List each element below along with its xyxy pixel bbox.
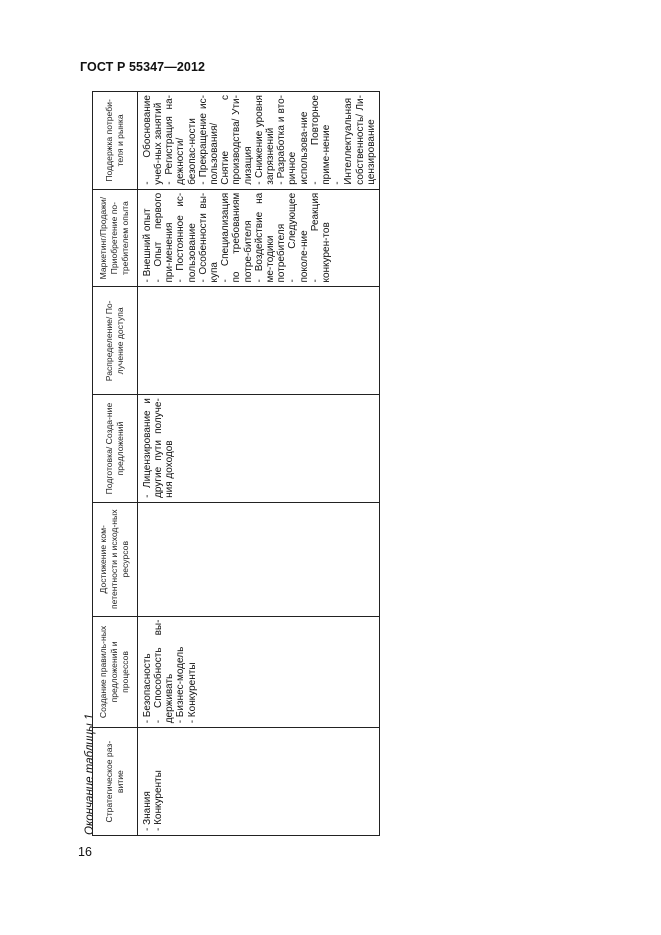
list-item: - Конкуренты — [152, 770, 164, 831]
list-item: - Способность вы-держивать — [152, 619, 176, 724]
list-item: - Снижение уровня загрязнений — [253, 95, 276, 185]
table-cell-preparation — [138, 394, 379, 502]
column-header-correct-offers: Создание правиль-ных предложений и процессов — [93, 616, 137, 728]
list-item: - Знания — [141, 791, 153, 831]
list-item: - Безопасность — [141, 653, 153, 724]
table-cell-marketing — [138, 189, 379, 287]
column-header-competence: Достижение ком-петентности и исход-ных ресурсов — [93, 502, 137, 616]
list-item: - Лицензирование и другие пути получе-ния доходов — [141, 398, 176, 498]
column-header-strategic-development: Стратегическое раз-витие — [93, 727, 137, 835]
list-item: - Интеллектуальная собственность/ Ли-цензирование — [332, 95, 377, 185]
list-item: - Повторное приме-нение — [309, 95, 332, 185]
page-number: 16 — [78, 845, 92, 859]
list-item: - Следующее поколе-ние — [287, 192, 310, 283]
table-cell-distribution — [138, 287, 379, 395]
list-item: - Разработка и вто-ричное использова-ние — [276, 95, 310, 185]
table-cell-competence — [138, 502, 379, 616]
table-caption: Окончание таблицы 1 — [84, 713, 96, 835]
list-item: - Воздействие на ме-тодики потребителя — [253, 192, 288, 283]
table-header-row — [93, 92, 138, 835]
list-item: - Регистрация на-дежности/ безопас-ности — [164, 95, 198, 185]
list-item: - Конкуренты — [186, 662, 198, 724]
table-cell-support — [138, 92, 379, 189]
rotated-table — [92, 91, 380, 836]
list-item: - Особенности вы-купа — [197, 192, 220, 283]
column-header-preparation: Подготовка/ Созда-ние предложений — [93, 394, 137, 502]
list-item: - Постоянное ис-пользование — [175, 192, 198, 283]
table-cell-correct-offers — [138, 616, 379, 728]
list-item: - Реакция конкурен-тов — [309, 192, 332, 283]
list-item: - Бизнес-модель — [175, 646, 187, 724]
column-header-marketing: Маркетинг/Продажи/ Приобретение по-требителем опыта — [93, 189, 137, 287]
list-item: - Специализация по требованиям потре-бителя — [220, 192, 254, 283]
table-body-row — [138, 92, 379, 835]
table-cell-strategic-development — [138, 727, 379, 835]
column-header-support: Поддержка потреби-теля и рынка — [103, 99, 125, 182]
document-header: ГОСТ Р 55347—2012 — [80, 60, 206, 74]
column-header-distribution: Распределение/ По-лучение доступа — [93, 287, 137, 395]
list-item: - Обоснование учеб-ных занятий — [141, 95, 164, 185]
list-item: - Опыт первого при-менения — [152, 192, 176, 283]
list-item: - Прекращение ис-пользования/Снятие с производства/ Ути-лизация — [197, 95, 254, 185]
list-item: - Внешний опыт — [141, 208, 153, 283]
